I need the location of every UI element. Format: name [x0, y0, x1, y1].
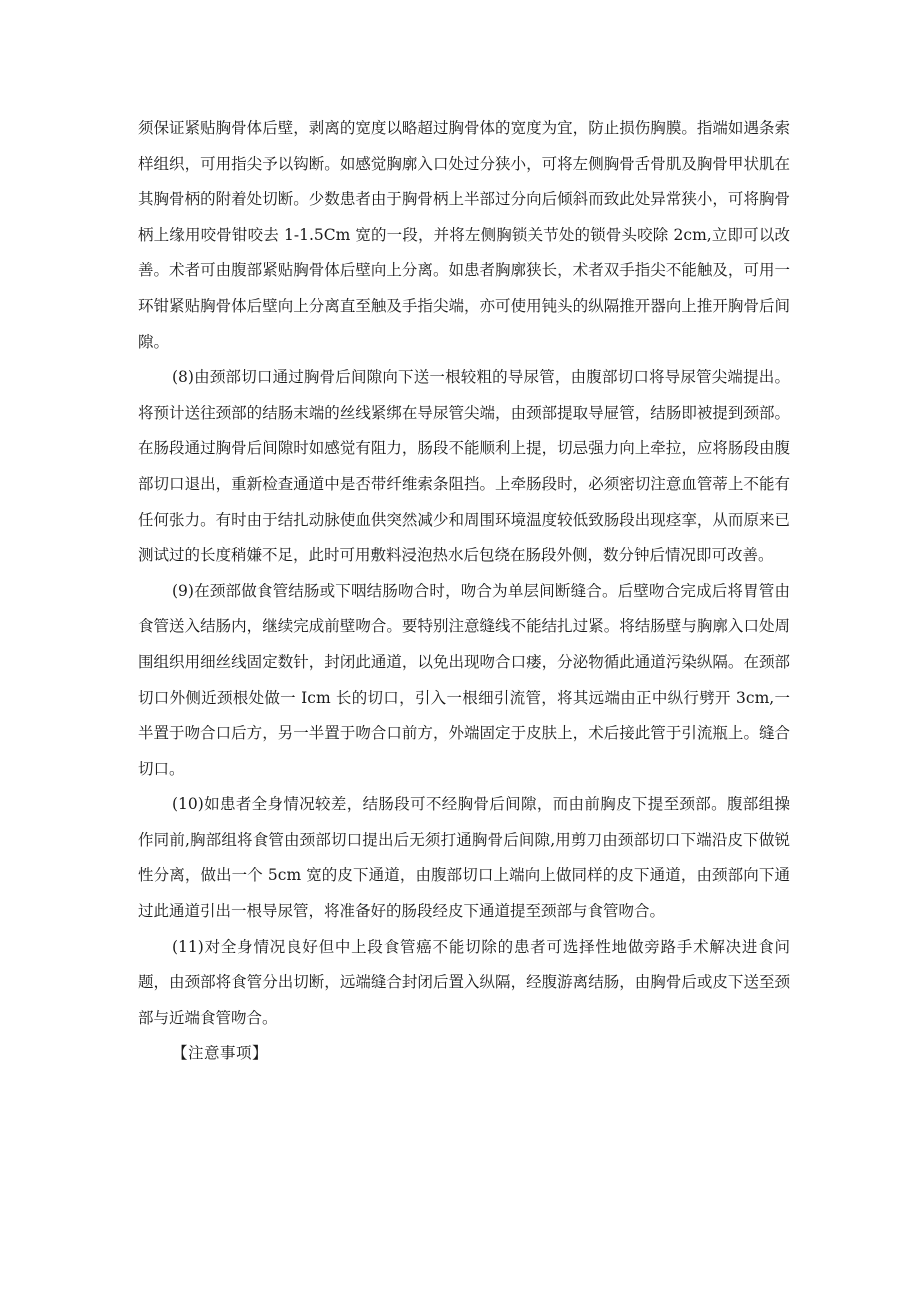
document-body: [138, 111, 790, 1072]
paragraph-continuation: 须保证紧贴胸骨体后壁，剥离的宽度以略超过胸骨体的宽度为宜，防止损伤胸膜。指端如遇条索样组织，可用指尖予以钩断。如感觉胸廓入口处过分狭小，可将左侧胸骨舌骨肌及胸骨甲状肌在其胸骨柄的附着处切断。少数患者由于胸骨柄上半部过分向后倾斜而致此处异常狭小，可将胸骨柄上缘用咬骨钳咬去 1-1.5Cm 宽的一段，并将左侧胸锁关节处的锁骨头咬除 2cm,立即可以改善。术者可由腹部紧贴胸骨体后壁向上分离。如患者胸廓狭长，术者双手指尖不能触及，可用一环钳紧贴胸骨体后壁向上分离直至触及手指尖端，亦可使用钝头的纵隔推开器向上推开胸骨后间隙。: [138, 119, 790, 351]
paragraph-step-9: (9)在颈部做食管结肠或下咽结肠吻合时，吻合为单层间断缝合。后壁吻合完成后将胃管由食管送入结肠内，继续完成前壁吻合。要特别注意缝线不能结扎过紧。将结肠壁与胸廓入口处周围组织用细丝线固定数针，封闭此通道，以免出现吻合口瘘，分泌物循此通道污染纵隔。在颈部切口外侧近颈根处做一 Icm 长的切口，引入一根细引流管，将其远端由正中纵行劈开 3cm,一半置于吻合口后方，另一半置于吻合口前方，外端固定于皮肤上，术后接此管于引流瓶上。缝合切口。: [138, 581, 790, 778]
section-heading-precautions: 【注意事项】: [172, 1044, 269, 1063]
paragraph-step-8: (8)由颈部切口通过胸骨后间隙向下送一根较粗的导尿管，由腹部切口将导尿管尖端提出。将预计送往颈部的结肠末端的丝线紧绑在导尿管尖端，由颈部提取导屉管，结肠即被提到颈部。在肠段通过胸骨后间隙时如感觉有阻力，肠段不能顺利上提，切忌强力向上牵拉，应将肠段由腹部切口退出，重新检查通道中是否带纤维索条阻挡。上牵肠段时，必须密切注意血管蒂上不能有任何张力。有时由于结扎动脉使血供突然减少和周围环境温度较低致肠段出现痉挛，从而原来已测试过的长度稍嫌不足，此时可用敷料浸泡热水后包绕在肠段外侧，数分钟后情况即可改善。: [138, 368, 790, 565]
paragraph-step-10: (10)如患者全身情况较差，结肠段可不经胸骨后间隙，而由前胸皮下提至颈部。腹部组操作同前,胸部组将食管由颈部切口提出后无须打通胸骨后间隙,用剪刀由颈部切口下端沿皮下做锐性分离，做出一个 5cm 宽的皮下通道，由腹部切口上端向上做同样的皮下通道，由颈部向下通过此通道引出一根导尿管，将准备好的肠段经皮下通道提至颈部与食管吻合。: [138, 795, 790, 921]
paragraph-step-11: (11)对全身情况良好但中上段食管癌不能切除的患者可选择性地做旁路手术解决进食问题，由颈部将食管分出切断，远端缝合封闭后置入纵隔，经腹游离结肠，由胸骨后或皮下送至颈部与近端食管吻合。: [138, 937, 790, 1027]
